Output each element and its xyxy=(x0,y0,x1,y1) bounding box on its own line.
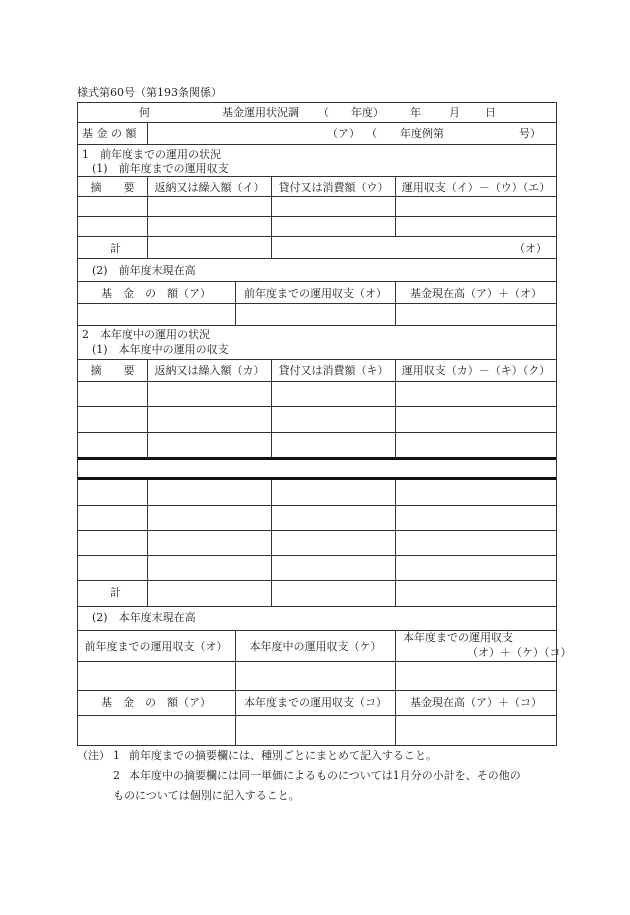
rule xyxy=(77,505,557,506)
rule xyxy=(77,281,557,282)
rule xyxy=(77,258,557,259)
divider xyxy=(395,281,396,325)
s1-total-mark: （オ） xyxy=(514,242,547,255)
note2-number: 2 xyxy=(113,769,120,782)
rule xyxy=(77,196,557,197)
section1-sub2: (2) 前年度末現在高 xyxy=(92,264,196,277)
divider xyxy=(147,480,148,606)
rule xyxy=(77,176,557,177)
rule xyxy=(77,144,557,145)
fund-year-example: 年度例第 xyxy=(400,127,444,140)
s1-col-loan: 貸付又は消費額（ウ） xyxy=(278,181,389,194)
s1-bal-fund: 基 金 の 額（ア） xyxy=(101,287,211,300)
divider xyxy=(395,176,396,236)
border-right xyxy=(556,102,557,745)
divider xyxy=(147,359,148,457)
break-line xyxy=(77,457,556,460)
section1-title: 1 前年度までの運用の状況 xyxy=(82,148,221,161)
s1-col-return: 返納又は繰入額（イ） xyxy=(154,181,265,194)
header-date-month: 月 xyxy=(449,106,460,119)
rule xyxy=(77,381,557,382)
break-line xyxy=(77,477,556,480)
note2-continuation: ものについては個別に記入すること。 xyxy=(113,789,300,802)
section2-title: 2 本年度中の運用の状況 xyxy=(82,328,210,341)
rule xyxy=(77,630,557,631)
s2-end-total: 本年度までの運用収支 xyxy=(403,631,513,644)
s2-total-label: 計 xyxy=(110,586,121,599)
s2-end2-total: 本年度までの運用収支（コ） xyxy=(244,696,387,709)
fund-a-mark: （ア） xyxy=(327,127,360,140)
divider xyxy=(271,480,272,606)
section2-sub1: (1) 本年度中の運用の収支 xyxy=(92,343,229,356)
divider xyxy=(271,176,272,258)
s1-total-label: 計 xyxy=(110,242,121,255)
header-date-year: 年 xyxy=(410,106,421,119)
rule xyxy=(77,236,557,237)
note1-text: 前年度までの摘要欄には、種別ごとにまとめて記入すること。 xyxy=(129,749,437,762)
rule xyxy=(77,359,557,360)
s2-col-summary: 摘 要 xyxy=(90,364,135,377)
note2-text: 本年度中の摘要欄には同一単価によるものについては1月分の小計を、その他の xyxy=(129,769,521,782)
s2-end2-fund: 基 金 の 額（ア） xyxy=(101,696,211,709)
rule xyxy=(77,122,557,123)
s1-bal-prev: 前年度までの運用収支（オ） xyxy=(244,287,387,300)
notes-label: （注） xyxy=(77,749,110,762)
rule xyxy=(77,606,557,607)
s2-end-current: 本年度中の運用収支（ケ） xyxy=(249,640,382,653)
form-number: 様式第60号（第193条関係） xyxy=(77,86,222,99)
header-nani: 何 xyxy=(139,106,150,119)
divider xyxy=(395,630,396,745)
rule xyxy=(77,432,557,433)
rule xyxy=(77,690,557,691)
rule xyxy=(77,216,557,217)
header-year-label: （ 年度） xyxy=(318,106,384,119)
rule xyxy=(77,715,557,716)
divider xyxy=(395,359,396,457)
s2-end-prev: 前年度までの運用収支（オ） xyxy=(84,640,228,653)
rule xyxy=(77,661,557,662)
s1-col-summary: 摘 要 xyxy=(90,181,135,194)
s2-end2-current: 基金現在高（ア）＋（コ） xyxy=(410,696,542,709)
s2-col-return: 返納又は繰入額（カ） xyxy=(154,364,265,377)
rule xyxy=(77,555,557,556)
s1-col-balance: 運用収支（イ）－（ウ）（エ） xyxy=(401,181,551,194)
rule xyxy=(77,745,557,746)
section1-sub1: (1) 前年度までの運用収支 xyxy=(92,162,229,175)
divider xyxy=(147,122,148,144)
fund-label: 基 金 の 額 xyxy=(82,127,137,140)
s2-col-balance: 運用収支（カ）－（キ）（ク） xyxy=(401,364,551,377)
fund-number: 号） xyxy=(519,127,541,140)
header-date-day: 日 xyxy=(485,106,496,119)
rule xyxy=(77,303,557,304)
note1-number: 1 xyxy=(113,749,120,762)
divider xyxy=(235,630,236,745)
divider xyxy=(235,281,236,325)
rule xyxy=(77,530,557,531)
s2-col-loan: 貸付又は消費額（キ） xyxy=(278,364,389,377)
header-title: 基金運用状況調 xyxy=(222,106,299,119)
rule xyxy=(77,580,557,581)
divider xyxy=(395,480,396,606)
s2-end-total-formula: （オ）＋（ケ）（コ） xyxy=(467,646,572,659)
rule xyxy=(77,406,557,407)
rule xyxy=(77,325,557,326)
divider xyxy=(271,359,272,457)
fund-open-paren: （ xyxy=(366,127,377,140)
section2-sub2: (2) 本年度末現在高 xyxy=(92,611,196,624)
divider xyxy=(147,176,148,258)
s1-bal-current: 基金現在高（ア）＋（オ） xyxy=(410,287,542,300)
rule xyxy=(77,102,557,103)
border-left xyxy=(77,102,78,745)
